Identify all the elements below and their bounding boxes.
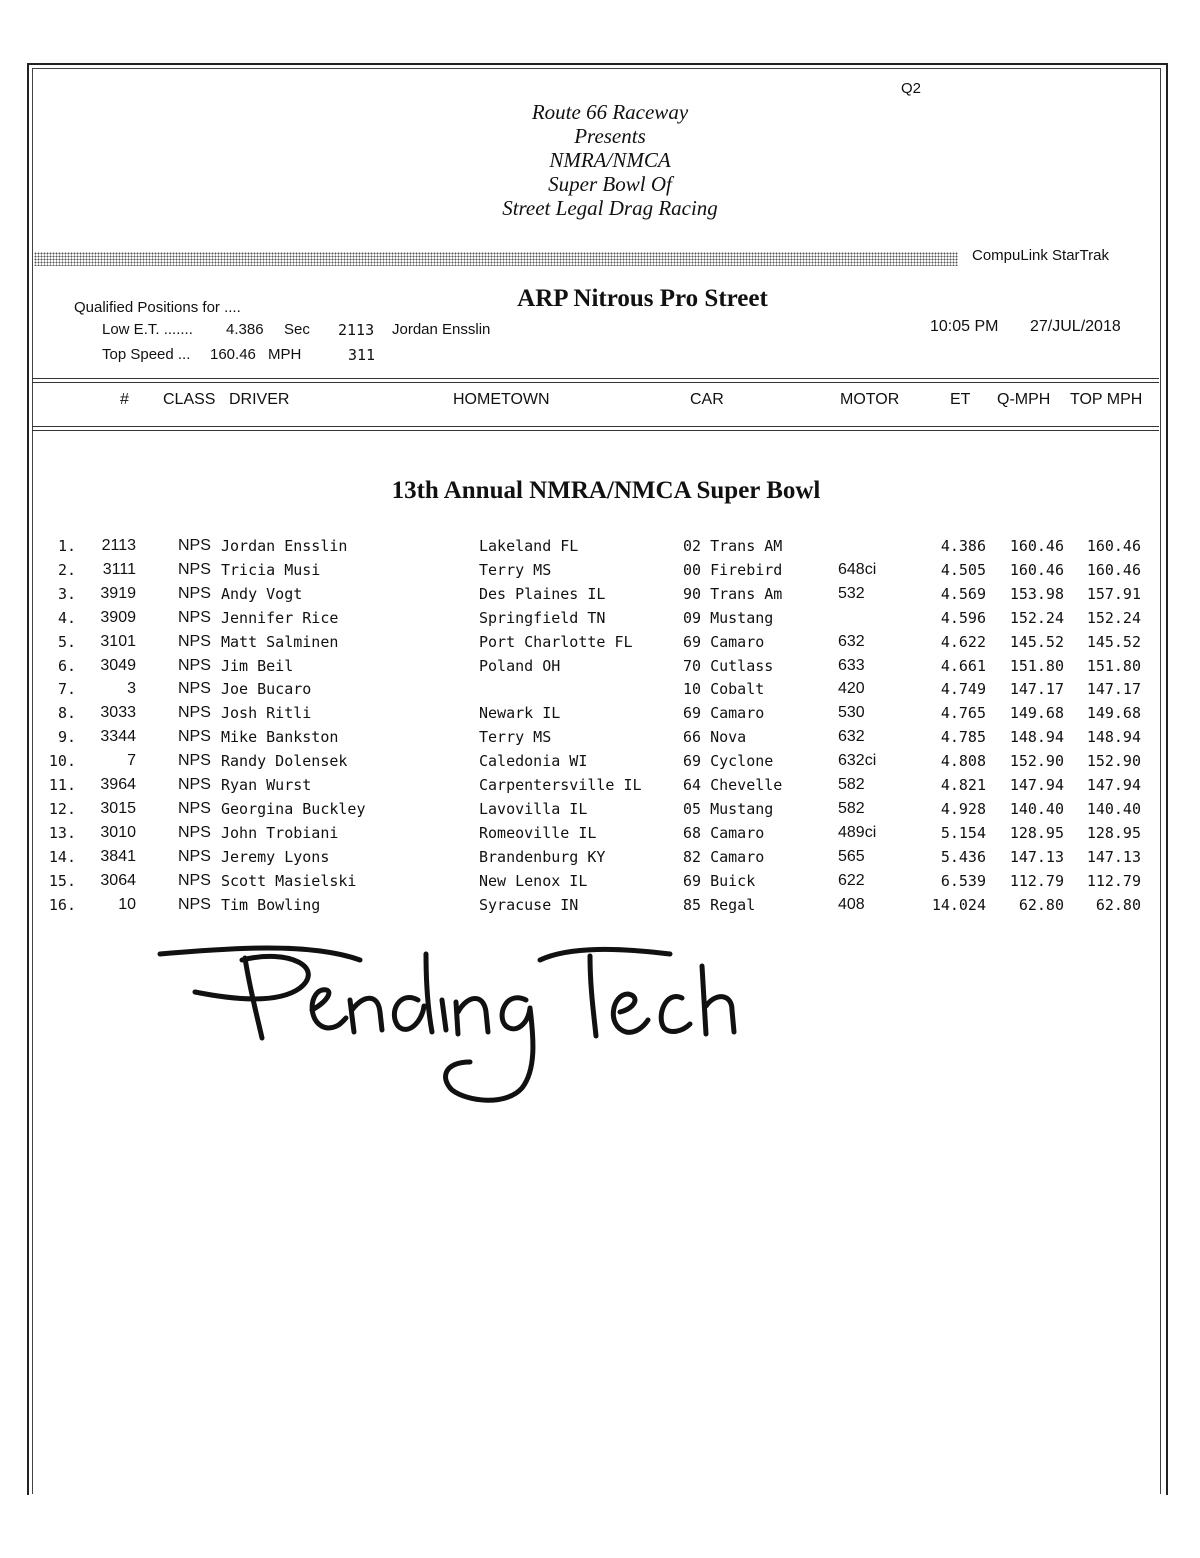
car-model: 02 Trans AM [683, 537, 783, 555]
qualifying-mph: 152.90 [1009, 752, 1064, 771]
motor: 632 [838, 728, 865, 746]
top-mph: 145.52 [1086, 632, 1141, 651]
top-mph: 148.94 [1086, 728, 1141, 747]
elapsed-time: 4.808 [940, 752, 986, 771]
position: 9. [57, 728, 76, 747]
qualifying-mph: 62.80 [1018, 895, 1064, 914]
motor: 408 [838, 895, 865, 913]
driver-name: John Trobiani [221, 823, 339, 842]
hometown: Port Charlotte FL [479, 632, 633, 651]
column-header-hometown: HOMETOWN [453, 391, 550, 408]
table-row [0, 632, 1200, 656]
top-mph: 151.80 [1086, 656, 1141, 675]
table-row [0, 536, 1200, 560]
position: 6. [57, 656, 76, 675]
car-number: 3841 [100, 847, 136, 865]
position: 12. [48, 799, 76, 818]
top-speed-value: 160.46 [210, 346, 256, 363]
timing-system-label: CompuLink StarTrak [972, 247, 1109, 264]
elapsed-time: 4.821 [940, 776, 986, 794]
class-code: NPS [178, 584, 211, 602]
car-number: 3344 [100, 728, 136, 746]
motor: 632ci [838, 752, 877, 770]
class-code: NPS [178, 537, 211, 554]
car-number: 3919 [100, 584, 136, 602]
car-number: 3964 [100, 776, 136, 793]
position: 8. [57, 704, 76, 723]
car-model: 90 Trans Am [683, 584, 783, 603]
elapsed-time: 5.436 [940, 847, 986, 866]
class-code: NPS [178, 704, 211, 722]
car-number: 2113 [101, 537, 136, 554]
low-et-unit: Sec [284, 321, 310, 338]
table-row [0, 823, 1200, 847]
qualifying-mph: 160.46 [1009, 560, 1064, 579]
column-header-car: CAR [690, 391, 724, 408]
column-header-class: CLASS [163, 391, 216, 408]
hometown: Carpentersville IL [479, 776, 642, 794]
car-model: 82 Camaro [683, 847, 765, 866]
motor: 582 [838, 799, 865, 817]
low-et-car-number: 2113 [338, 321, 375, 339]
table-row [0, 751, 1200, 775]
hometown: Terry MS [479, 728, 552, 747]
track-title-block [400, 100, 820, 220]
top-mph: 128.95 [1086, 823, 1141, 842]
header-rule-top-2 [32, 382, 1159, 383]
table-row [0, 895, 1200, 919]
top-mph: 157.91 [1086, 584, 1141, 603]
car-model: 69 Camaro [683, 704, 765, 723]
top-speed-label: Top Speed ... [102, 346, 191, 363]
motor: 582 [838, 776, 865, 793]
position: 5. [57, 632, 76, 651]
car-number: 10 [118, 895, 136, 913]
class-code: NPS [178, 871, 211, 889]
table-row [0, 871, 1200, 895]
car-model: 09 Mustang [683, 608, 774, 627]
top-mph: 147.17 [1086, 680, 1141, 699]
motor: 648ci [838, 560, 877, 578]
header-rule-top-1 [32, 378, 1159, 379]
driver-name: Jennifer Rice [221, 608, 339, 627]
run-time: 10:05 PM [930, 318, 999, 335]
driver-name: Josh Ritli [221, 704, 312, 723]
class-code: NPS [178, 752, 211, 770]
class-title: ARP Nitrous Pro Street [517, 285, 768, 312]
car-model: 05 Mustang [683, 799, 774, 818]
car-number: 3 [127, 680, 136, 698]
header-rule-bottom-1 [32, 426, 1159, 427]
hometown: Syracuse IN [479, 895, 579, 914]
qualifying-mph: 128.95 [1009, 823, 1064, 842]
position: 4. [57, 608, 76, 627]
qualifying-mph: 148.94 [1009, 728, 1064, 747]
class-code: NPS [178, 608, 211, 626]
low-et-value: 4.386 [226, 321, 264, 338]
class-code: NPS [178, 895, 211, 913]
driver-name: Georgina Buckley [221, 799, 366, 818]
top-mph: 149.68 [1086, 704, 1141, 723]
table-row [0, 799, 1200, 823]
qualifying-round-code: Q2 [901, 80, 922, 97]
car-number: 3909 [100, 608, 136, 626]
title-line: Presents [574, 124, 646, 148]
driver-name: Jeremy Lyons [221, 847, 330, 866]
table-row [0, 608, 1200, 632]
class-code: NPS [178, 680, 211, 698]
elapsed-time: 4.661 [940, 656, 986, 675]
car-number: 3111 [102, 560, 136, 578]
car-model: 69 Camaro [683, 632, 765, 651]
driver-name: Matt Salminen [221, 632, 339, 651]
qualifying-mph: 140.40 [1009, 799, 1064, 818]
qualifying-mph: 147.94 [1009, 776, 1064, 794]
table-row [0, 703, 1200, 727]
hometown: Caledonia WI [479, 752, 588, 771]
title-line: NMRA/NMCA [549, 148, 671, 172]
class-code: NPS [178, 632, 211, 650]
hometown: New Lenox IL [479, 871, 588, 890]
motor: 530 [838, 704, 865, 722]
event-section-title: 13th Annual NMRA/NMCA Super Bowl [391, 477, 821, 504]
driver-name: Tim Bowling [221, 895, 321, 914]
qualifying-mph: 145.52 [1009, 632, 1064, 651]
car-model: 85 Regal [683, 895, 756, 914]
driver-name: Ryan Wurst [221, 776, 312, 794]
hometown: Springfield TN [479, 608, 606, 627]
car-number: 7 [127, 752, 136, 770]
top-mph: 112.79 [1086, 871, 1141, 890]
motor: 633 [838, 656, 865, 674]
qualifying-mph: 160.46 [1009, 537, 1064, 555]
elapsed-time: 4.596 [940, 608, 986, 627]
column-header-q-mph: Q-MPH [997, 391, 1051, 408]
car-model: 64 Chevelle [683, 776, 783, 794]
elapsed-time: 4.386 [940, 537, 986, 555]
position: 10. [48, 752, 76, 771]
table-row [0, 775, 1200, 799]
elapsed-time: 4.569 [940, 584, 986, 603]
table-row [0, 584, 1200, 608]
run-date: 27/JUL/2018 [1030, 318, 1121, 335]
qualifying-mph: 152.24 [1009, 608, 1064, 627]
hometown: Terry MS [479, 560, 552, 579]
position: 2. [57, 560, 76, 579]
hometown: Poland OH [479, 656, 561, 675]
driver-name: Jim Beil [221, 656, 294, 675]
driver-name: Scott Masielski [221, 871, 357, 890]
position: 15. [48, 871, 76, 890]
class-code: NPS [178, 560, 211, 578]
hometown: Lavovilla IL [479, 799, 588, 818]
hometown: Des Plaines IL [479, 584, 606, 603]
position: 16. [48, 895, 76, 914]
position: 11. [48, 776, 76, 794]
elapsed-time: 4.785 [940, 728, 986, 747]
column-header-top-mph: TOP MPH [1070, 391, 1143, 408]
header-rule-bottom-2 [32, 430, 1159, 431]
car-model: 00 Firebird [683, 560, 783, 579]
car-model: 10 Cobalt [683, 680, 765, 699]
position: 1. [57, 537, 76, 555]
top-speed-unit: MPH [268, 346, 302, 363]
dotted-separator [34, 252, 958, 266]
car-number: 3101 [100, 632, 136, 650]
class-code: NPS [178, 847, 211, 865]
driver-name: Mike Bankston [221, 728, 339, 747]
top-speed-car-number: 311 [348, 346, 376, 364]
title-line: Street Legal Drag Racing [502, 196, 718, 220]
car-model: 69 Buick [683, 871, 756, 890]
elapsed-time: 4.928 [940, 799, 986, 818]
table-row [0, 727, 1200, 751]
elapsed-time: 4.765 [940, 704, 986, 723]
top-mph: 140.40 [1086, 799, 1141, 818]
column-header-driver: DRIVER [229, 391, 290, 408]
motor: 622 [838, 871, 865, 889]
elapsed-time: 6.539 [940, 871, 986, 890]
top-mph: 160.46 [1086, 560, 1141, 579]
low-et-driver: Jordan Ensslin [392, 321, 491, 338]
elapsed-time: 5.154 [940, 823, 986, 842]
qualifying-mph: 153.98 [1009, 584, 1064, 603]
elapsed-time: 4.505 [940, 560, 986, 579]
class-code: NPS [178, 799, 211, 817]
qualified-positions-label: Qualified Positions for .... [74, 299, 241, 316]
elapsed-time: 4.622 [940, 632, 986, 651]
column-header-number: # [120, 391, 129, 408]
hometown: Romeoville IL [479, 823, 597, 842]
qualifying-mph: 151.80 [1009, 656, 1064, 675]
table-row [0, 560, 1200, 584]
elapsed-time: 14.024 [931, 895, 986, 914]
top-mph: 62.80 [1095, 895, 1141, 914]
table-row [0, 679, 1200, 703]
column-header-et: ET [950, 391, 971, 408]
pending-tech-handwritten-note [150, 930, 750, 1120]
class-code: NPS [178, 728, 211, 746]
car-number: 3010 [100, 823, 136, 841]
column-header-motor: MOTOR [840, 391, 900, 408]
car-number: 3033 [100, 704, 136, 722]
driver-name: Joe Bucaro [221, 680, 312, 699]
driver-name: Tricia Musi [221, 560, 321, 579]
position: 3. [57, 584, 76, 603]
motor: 489ci [838, 823, 877, 841]
car-number: 3015 [100, 799, 136, 817]
hometown: Brandenburg KY [479, 847, 606, 866]
car-model: 68 Camaro [683, 823, 765, 842]
qualifying-mph: 147.17 [1009, 680, 1064, 699]
top-mph: 147.13 [1086, 847, 1141, 866]
car-number: 3064 [100, 871, 136, 889]
class-code: NPS [178, 656, 211, 674]
elapsed-time: 4.749 [940, 680, 986, 699]
qualifying-mph: 147.13 [1009, 847, 1064, 866]
title-line: Route 66 Raceway [531, 100, 689, 124]
class-code: NPS [178, 776, 211, 793]
position: 7. [57, 680, 76, 699]
table-row [0, 656, 1200, 680]
top-mph: 160.46 [1086, 537, 1141, 555]
table-row [0, 847, 1200, 871]
hometown: Lakeland FL [479, 537, 579, 555]
position: 13. [48, 823, 76, 842]
motor: 565 [838, 847, 865, 865]
car-model: 70 Cutlass [683, 656, 774, 675]
car-model: 66 Nova [683, 728, 747, 747]
motor: 420 [838, 680, 865, 698]
motor: 632 [838, 632, 865, 650]
top-mph: 152.90 [1086, 752, 1141, 771]
car-model: 69 Cyclone [683, 752, 774, 771]
car-number: 3049 [100, 656, 136, 674]
low-et-label: Low E.T. ....... [102, 321, 193, 338]
qualifying-mph: 112.79 [1009, 871, 1064, 890]
driver-name: Andy Vogt [221, 584, 303, 603]
top-mph: 152.24 [1086, 608, 1141, 627]
title-line: Super Bowl Of [548, 172, 672, 196]
driver-name: Randy Dolensek [221, 752, 348, 771]
class-code: NPS [178, 823, 211, 841]
top-mph: 147.94 [1086, 776, 1141, 794]
hometown: Newark IL [479, 704, 561, 723]
driver-name: Jordan Ensslin [221, 537, 348, 555]
position: 14. [48, 847, 76, 866]
motor: 532 [838, 584, 865, 602]
qualifying-mph: 149.68 [1009, 704, 1064, 723]
